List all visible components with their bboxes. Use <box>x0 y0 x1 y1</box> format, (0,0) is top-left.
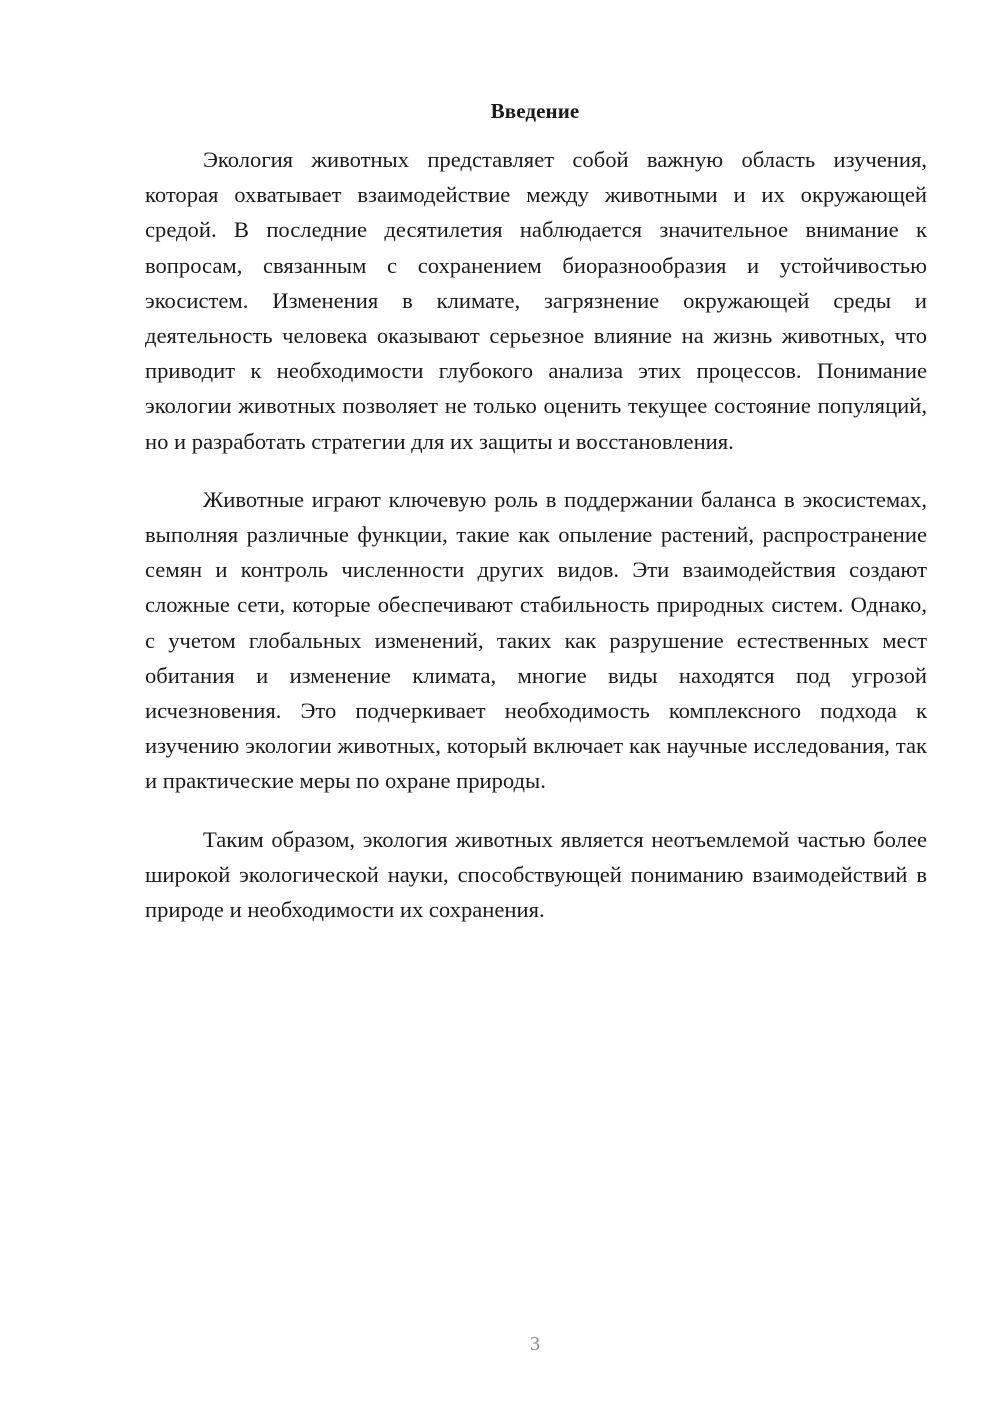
paragraph-2: Животные играют ключевую роль в поддержании баланса в экосистемах, выполняя различные функции, такие как опыление растений, распространение семян и контроль численности других видов. Эти взаимодействия создают сложные сети, которые обеспечивают стабильность природных систем. Однако, с учетом глобальных изменений, таких как разрушение естественных мест обитания и изменение климата, многие виды находятся под угрозой исчезновения. Это подчеркивает необходимость комплексного подхода к изучению экологии животных, который включает как научные исследования, так и практические меры по охране природы. <box>145 486 927 794</box>
page-number: 3 <box>530 1333 540 1355</box>
section-title: Введение <box>490 99 580 123</box>
body-text <box>145 142 927 950</box>
paragraph-3: Таким образом, экология животных является неотъемлемой частью более широкой экологической науки, способствующей пониманию взаимодействий в природе и необходимости их сохранения. <box>145 826 927 923</box>
paragraph-1: Экология животных представляет собой важную область изучения, которая охватывает взаимодействие между животными и их окружающей средой. В последние десятилетия наблюдается значительное внимание к вопросам, связанным с сохранением биоразнообразия и устойчивостью экосистем. Изменения в климате, загрязнение окружающей среды и деятельность человека оказывают серьезное влияние на жизнь животных, что приводит к необходимости глубокого анализа этих процессов. Понимание экологии животных позволяет не только оценить текущее состояние популяций, но и разработать стратегии для их защиты и восстановления. <box>145 147 927 454</box>
